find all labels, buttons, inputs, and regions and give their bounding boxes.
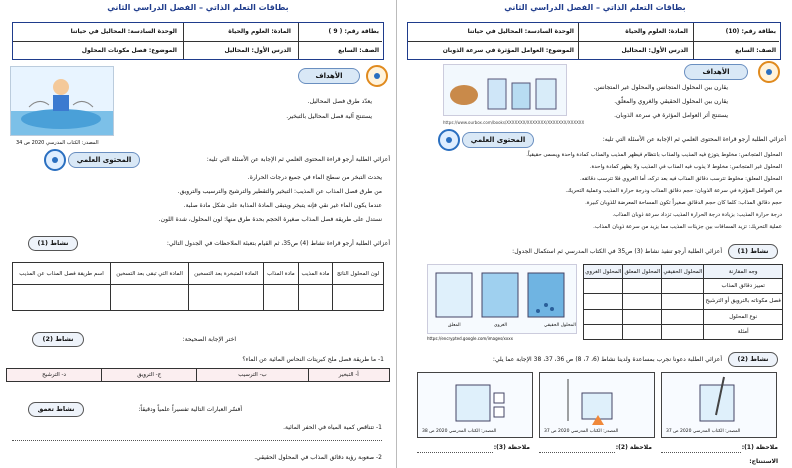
comparison-table — [583, 264, 783, 340]
subject-label: المادة: العلوم والحياة — [625, 28, 688, 35]
content-item: حجم دقائق المذاب: كلما كان حجم الدقائق صغيراً تكون المساحة المعرضة للذوبان كبيرة. — [585, 200, 782, 206]
unit-label: الوحدة السادسة: المحاليل في حياتنا — [70, 28, 177, 35]
activity2-label: نشاط (2) — [32, 332, 84, 347]
stirring-beaker-icon — [660, 373, 776, 427]
table-header: المحلول المعلق — [623, 265, 662, 279]
option-d[interactable]: د- الترشيح — [7, 369, 102, 382]
table-cell[interactable] — [264, 285, 298, 311]
activity2-text: أعزائي الطلبة دعونا نجرب بمساعدة ولدينا نشاط (6، 7، 8) ص 36، 37، 38 الإجابة عما يلي: — [492, 356, 722, 363]
table-cell[interactable] — [189, 285, 264, 311]
goals-heading: الأهداف — [298, 68, 360, 84]
experiment-source: المصدر: الكتاب المدرسي 2020 ص 37 — [544, 429, 619, 434]
content-intro: أعزائي الطلبة أرجو قراءة المحتوى العلمي ثم الإجابة عن الأسئلة التي تليه: — [602, 136, 786, 143]
table-cell[interactable] — [111, 285, 189, 311]
deep-activity-text: أفسّر العبارات التالية تفسيراً علمياً ودقيقاً: — [138, 406, 242, 413]
beakers-icon — [442, 65, 566, 117]
image-source: المصدر: الكتاب المدرسي 2020 ص 34 — [16, 140, 99, 146]
topic-label: الموضوع: فصل مكونات المحلول — [81, 47, 177, 54]
content-intro: أعزائي الطلبة أرجو قراءة المحتوى العلمي ثم الإجابة عن الأسئلة التي تليه: — [206, 156, 390, 163]
content-item: عملية التحريك: تزيد المسافات بين جزيئات المذيب مما يزيد من سرعة ذوبان المذاب. — [593, 224, 782, 230]
content-item: المحلول غير المتجانس: مخلوط لا يذوب فيه المذاب في المذيب ولا يظهر كمادة واحدة. — [589, 164, 782, 170]
activity1-table — [12, 262, 384, 311]
table-header: المادة التي تبقى بعد التسخين — [111, 263, 189, 285]
experiment-source: المصدر: الكتاب المدرسي 2020 ص 37 — [666, 429, 741, 434]
image-url: https://encrypted.google.com/images/xxxx — [427, 336, 513, 341]
content-item: نستدل على طريقة فصل المذاب صغيرة الحجم بحدة طرق منها: لون المحلول، شدة اللون. — [158, 216, 382, 223]
grade-label: الصف: السابع — [735, 47, 776, 54]
row-label: فصل مكوناته بالترويق أو الترشيح — [704, 294, 783, 309]
deep-item: 2- صعوبة رؤية دقائق المذاب في المحلول الحقيقي. — [254, 454, 382, 461]
table-header: المحلول الحقيقي — [662, 265, 704, 279]
content-item: من العوامل المؤثرة في سرعة الذوبان: حجم دقائق المذاب ودرجة حرارة المذيب وعملية التحريك. — [565, 188, 782, 194]
table-header: مادة المذاب — [264, 263, 298, 285]
solution-types-image — [427, 264, 577, 334]
content-item: درجة حرارة المذيب: بزيادة درجة الحرارة المذيب تزداد سرعة ذوبان المذاب. — [612, 212, 782, 218]
note-label: ملاحظة (2): — [615, 444, 652, 451]
activity2-text: اختر الإجابة الصحيحة: — [182, 336, 236, 343]
table-header: مادة المذيب — [298, 263, 333, 285]
image-label: المحلول الحقيقي — [544, 323, 576, 328]
content-item: يحدث التبخر من سطح الماء في جميع درجات الحرارة. — [247, 174, 382, 181]
note-label: ملاحظة (1): — [741, 444, 778, 451]
activity2-label: نشاط (2) — [728, 352, 778, 367]
activity2-question: 1- ما طريقة فصل ملح كبريتات النحاس المائية عن الماء؟ — [242, 356, 384, 363]
table-cell[interactable] — [333, 285, 384, 311]
content-heading: المحتوى العلمي — [462, 132, 534, 148]
conclusion-label: الاستنتاج: — [749, 458, 778, 465]
card-number: بطاقة رقم: ( 9 ) — [328, 28, 379, 35]
lesson-label: الدرس الأول: المحاليل — [224, 47, 291, 54]
unit-label: الوحدة السادسة: المحاليل في حياتنا — [467, 28, 574, 35]
activity1-label: نشاط (1) — [28, 236, 78, 251]
goal-item: يقارن بين المحلول الحقيقي والغروي والمعلّق. — [614, 98, 728, 105]
book-icon — [44, 149, 66, 171]
target-icon — [366, 65, 388, 87]
table-header: لون المحلول الناتج — [333, 263, 384, 285]
option-c[interactable]: ج- الترويق — [102, 369, 197, 382]
heating-setup-icon — [538, 373, 654, 427]
goal-item: يعدّد طرق فصل المحاليل. — [307, 98, 372, 105]
three-beakers-icon — [426, 265, 576, 321]
goal-item: يستنتج آلية فصل المحاليل بالتبخير. — [286, 113, 372, 120]
page-title: بطاقات التعلم الذاتي – الفصل الدراسي الثاني — [504, 3, 686, 12]
option-b[interactable]: ب- الترسيب — [197, 369, 308, 382]
content-heading: المحتوى العلمي — [68, 152, 140, 168]
solutions-illustration — [443, 64, 567, 116]
goals-heading: الأهداف — [684, 64, 748, 80]
card-10-page — [396, 0, 792, 468]
deep-item: 1- تتناقص كمية المياه في الحفر المائية. — [283, 424, 382, 431]
experiment-image-2 — [539, 372, 655, 438]
book-icon — [438, 129, 460, 151]
goal-item: يقارن بين المحلول المتجانس والمحلول غير المتجانس. — [593, 84, 728, 91]
experiment-image-3 — [417, 372, 533, 438]
content-item: المحلول المتجانس: مخلوط يتوزع فيه المذيب والمذاب بانتظام فيظهر المذيب والمذاب كمادة واحدة ويسمى حقيقياً. — [526, 152, 782, 158]
experiment-image-1 — [661, 372, 777, 438]
table-cell[interactable] — [13, 285, 111, 311]
page-title: بطاقات التعلم الذاتي – الفصل الدراسي الثاني — [107, 3, 289, 12]
image-label: المعلق — [448, 323, 461, 328]
table-header: المادة المتبخرة بعد التسخين — [189, 263, 264, 285]
source-url: https://www.ourbox.com/books/XXXXXXX/XXXXXXX/XXXXXXX/XXXXXX — [443, 120, 585, 125]
subject-label: المادة: العلوم والحياة — [228, 28, 291, 35]
option-a[interactable]: أ- التبخير — [308, 369, 389, 382]
lesson-label: الدرس الأول: المحاليل — [621, 47, 688, 54]
mcq-options — [6, 368, 390, 382]
content-item: المحلول المعلق: مخلوط تترسب دقائق المذاب فيه بعد تركه، أما الغروي فلا تترسب دقائقه. — [580, 176, 782, 182]
row-label: نوع المحلول — [704, 309, 783, 324]
activity1-label: نشاط (1) — [728, 244, 778, 259]
goal-item: يستنتج أثر العوامل المؤثرة في سرعة الذوبان. — [614, 112, 728, 119]
table-cell[interactable] — [298, 285, 333, 311]
evaporation-illustration — [10, 66, 114, 136]
activity1-text: أعزائي الطلبة أرجو تنفيذ نشاط (3) ص35 في الكتاب المدرسي ثم استكمال الجدول: — [512, 248, 722, 255]
topic-label: الموضوع: العوامل المؤثرة في سرعة الذوبان — [442, 47, 574, 54]
table-header: اسم طريقة فصل المذاب عن المذيب — [13, 263, 111, 285]
row-label: تمييز دقائق المذاب — [704, 279, 783, 294]
experiment-source: المصدر: الكتاب المدرسي 2020 ص 38 — [422, 429, 497, 434]
sugar-cubes-icon — [416, 373, 532, 427]
target-icon — [758, 61, 780, 83]
content-item: من طرق فصل المذاب عن المذيب: التبخير والتقطير والترشيح والترسيب والترويق. — [177, 188, 382, 195]
table-header: المحلول الغروي — [584, 265, 623, 279]
row-label: أمثلة — [704, 324, 783, 339]
card-number: بطاقة رقم: (10) — [725, 28, 776, 35]
card-header — [407, 22, 781, 60]
activity1-text: أعزائي الطلبة أرجو قراءة نشاط (4) ص35، ثم القيام بتعبئة الملاحظات في الجدول التالي: — [166, 240, 390, 247]
note-label: ملاحظة (3): — [493, 444, 530, 451]
boy-pond-icon — [10, 67, 113, 136]
image-label: الغروي — [494, 323, 507, 328]
content-item: عندما يكون الماء غير نقي فإنه يتبخر ويتبقى المادة المذابة على شكل مادة صلبة. — [183, 202, 382, 209]
deep-activity-label: نشاط تعمق — [28, 402, 84, 417]
table-header: وجه المقارنة — [704, 265, 783, 279]
card-header — [12, 22, 384, 60]
grade-label: الصف: السابع — [338, 47, 379, 54]
